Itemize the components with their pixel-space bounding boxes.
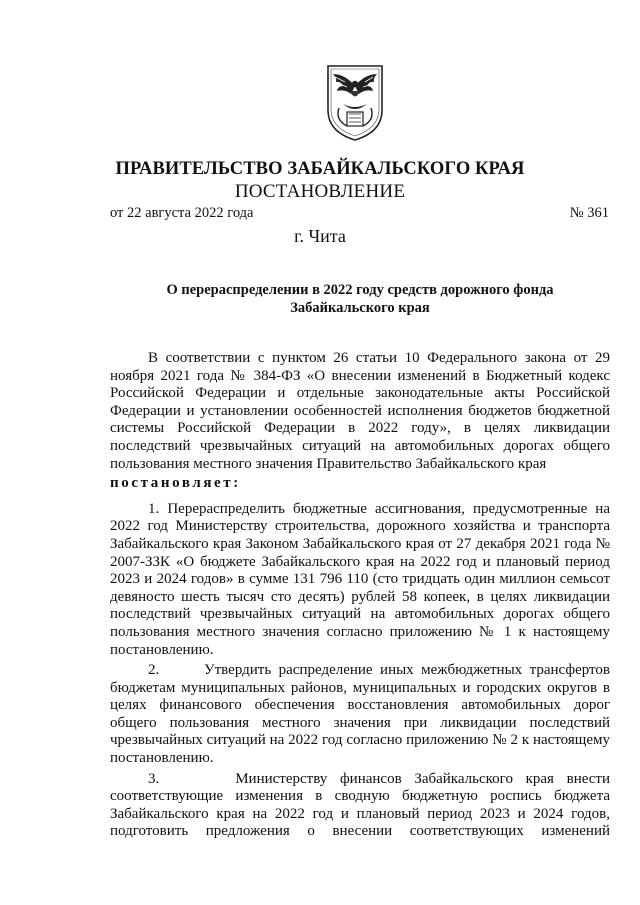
- document-type: ПОСТАНОВЛЕНИЕ: [234, 181, 406, 202]
- item-2-text: Утвердить распределение иных межбюджетных трансфертов бюджетам муниципальных районов, муниципальных и городских округов в целях финансового обеспечения восстановления автомобильных дорог общего пользования местного значения при ликвидации последствий чрезвычайных ситуаций на 2022 год согласно приложению № 2 к настоящему постановлению.: [110, 662, 610, 767]
- document-number: № 361: [569, 205, 609, 221]
- item-2-number: 2.: [148, 662, 160, 679]
- subject-line-2: Забайкальского края: [290, 299, 430, 316]
- document-body: [110, 350, 610, 841]
- resolves-word: постановляет:: [110, 475, 241, 492]
- subject-line-1: О перераспределении в 2022 году средств дорожного фонда: [166, 282, 554, 298]
- document-date: от 22 августа 2022 года: [110, 205, 254, 221]
- item-3-number: 3.: [148, 770, 160, 787]
- preamble-paragraph: В соответствии с пунктом 26 статьи 10 Федерального закона от 29 ноября 2021 года № 384-ФЗ «О внесении изменений в Бюджетный кодекс Российской Федерации и отдельные законодательные акты Российской Федерации и установлении особенностей исполнения бюджетов бюджетной системы Российской Федерации в 2022 году», в целях ликвидации последствий чрезвычайных ситуаций на автомобильных дорогах общего пользования местного значения Правительство Забайкальского края: [110, 350, 610, 472]
- government-title: ПРАВИТЕЛЬСТВО ЗАБАЙКАЛЬСКОГО КРАЯ: [115, 159, 525, 179]
- zabaykalsky-coat-of-arms-icon: [325, 64, 385, 142]
- item-1-number: 1.: [148, 500, 160, 517]
- item-1-paragraph: [110, 501, 610, 659]
- item-2-paragraph: [110, 662, 610, 768]
- document-city: г. Чита: [294, 226, 346, 246]
- item-1-text: Перераспределить бюджетные ассигнования, предусмотренные на 2022 год Министерству строительства, дорожного хозяйства и транспорта Забайкальского края Законом Забайкальского края от 27 декабря 2021 года № 2007-ЗЗК «О бюджете Забайкальского края на 2022 год и плановый период 2023 и 2024 годов» в сумме 131 796 110 (сто тридцать один миллион семьсот девяносто шесть тысяч сто десять) рублей 58 копеек, в целях ликвидации последствий чрезвычайных ситуаций на автомобильных дорогах общего пользования местного значения согласно приложению № 1 к настоящему постановлению.: [110, 500, 610, 658]
- item-3-paragraph: [110, 771, 610, 841]
- item-3-text: Министерству финансов Забайкальского края внести соответствующие изменения в сводную бюджетную роспись бюджета Забайкальского края на 2022 год и плановый период 2023 и 2024 годов, подготовить предложения о внесении соответствующих изменений: [110, 770, 610, 840]
- document-subject: [140, 282, 580, 317]
